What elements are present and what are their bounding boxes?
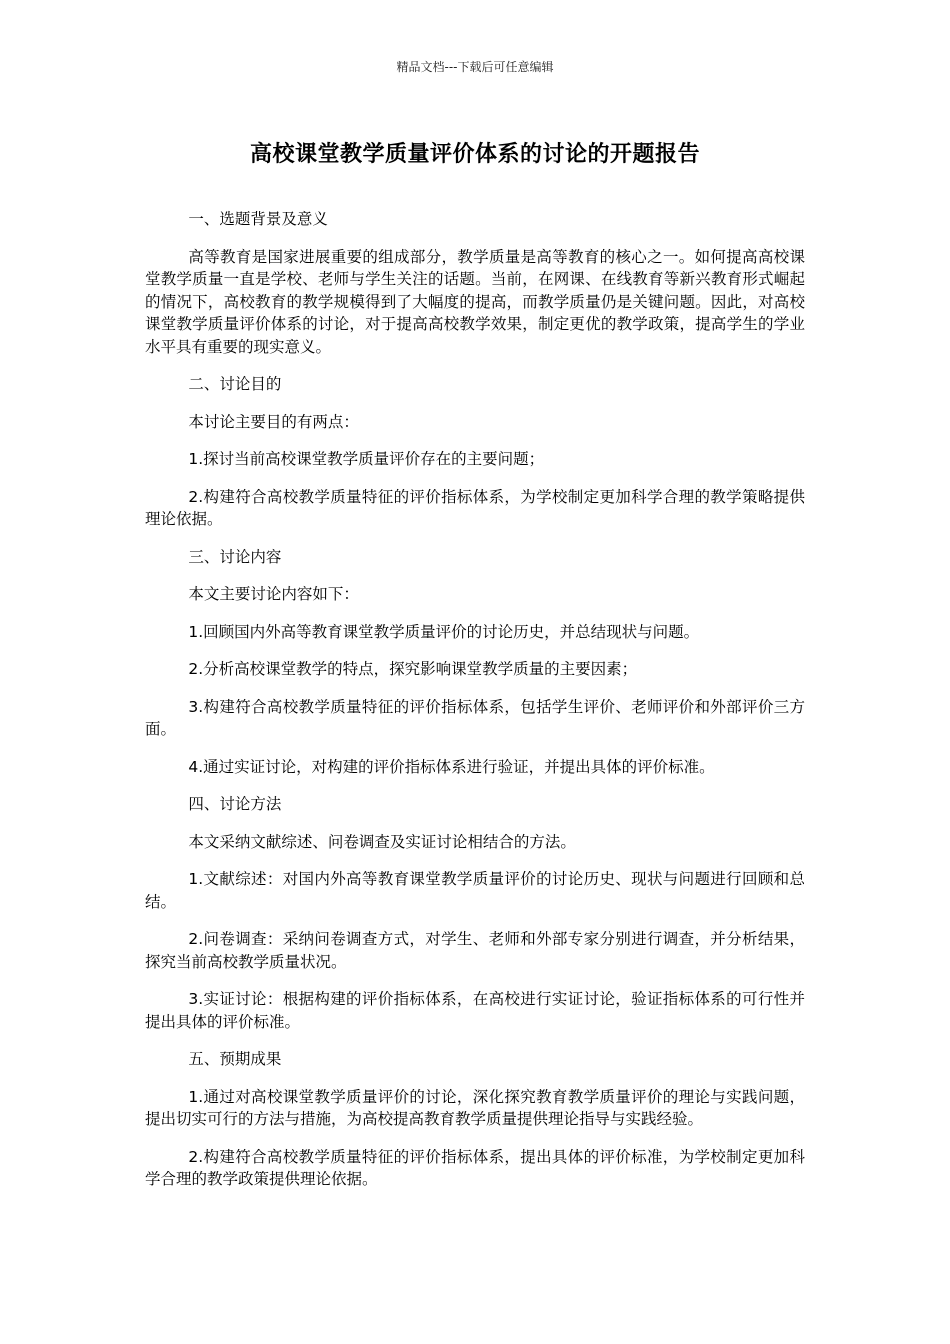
- section-heading-background: 一、选题背景及意义: [188, 210, 328, 228]
- list-item-content-3: 3.构建符合高校教学质量特征的评价指标体系，包括学生评价、老师评价和外部评价三方面。: [145, 697, 805, 738]
- list-item-content-1: 1.回顾国内外高等教育课堂教学质量评价的讨论历史，并总结现状与问题。: [188, 622, 700, 641]
- list-item-method-3: 3.实证讨论：根据构建的评价指标体系，在高校进行实证讨论，验证指标体系的可行性并提出具体的评价标准。: [145, 990, 805, 1031]
- paragraph-background: 高等教育是国家进展重要的组成部分，教学质量是高等教育的核心之一。如何提高高校课堂教学质量一直是学校、老师与学生关注的话题。当前，在网课、在线教育等新兴教育形式崛起的情况下，高校教育的教学规模得到了大幅度的提高，而教学质量仍是关键问题。因此，对高校课堂教学质量评价体系的讨论，对于提高高校教学效果，制定更优的教学政策，提高学生的学业水平具有重要的现实意义。: [145, 247, 805, 356]
- paragraph-method-intro: 本文采纳文献综述、问卷调查及实证讨论相结合的方法。: [188, 832, 576, 851]
- list-item-content-2: 2.分析高校课堂教学的特点，探究影响课堂教学质量的主要因素；: [188, 660, 638, 678]
- document-body: [145, 208, 805, 1206]
- section-heading-content: 三、讨论内容: [188, 547, 282, 566]
- paragraph-content-intro: 本文主要讨论内容如下：: [188, 585, 359, 603]
- list-item-purpose-1: 1.探讨当前高校课堂教学质量评价存在的主要问题；: [188, 450, 545, 468]
- section-heading-method: 四、讨论方法: [188, 795, 282, 813]
- list-item-method-2: 2.问卷调查：采纳问卷调查方式，对学生、老师和外部专家分别进行调查，并分析结果，探究当前高校教学质量状况。: [145, 930, 805, 971]
- list-item-purpose-2: 2.构建符合高校教学质量特征的评价指标体系，为学校制定更加科学合理的教学策略提供理论依据。: [145, 487, 805, 528]
- page-header: 精品文档---下载后可任意编辑: [396, 60, 554, 74]
- section-heading-purpose: 二、讨论目的: [188, 375, 282, 393]
- document-title: 高校课堂教学质量评价体系的讨论的开题报告: [249, 142, 700, 167]
- section-heading-outcomes: 五、预期成果: [188, 1050, 282, 1068]
- list-item-outcome-1: 1.通过对高校课堂教学质量评价的讨论，深化探究教育教学质量评价的理论与实践问题，提出切实可行的方法与措施，为高校提高教育教学质量提供理论指导与实践经验。: [145, 1087, 805, 1128]
- list-item-content-4: 4.通过实证讨论，对构建的评价指标体系进行验证，并提出具体的评价标准。: [188, 757, 715, 776]
- list-item-outcome-2: 2.构建符合高校教学质量特征的评价指标体系，提出具体的评价标准，为学校制定更加科学合理的教学政策提供理论依据。: [145, 1147, 805, 1188]
- paragraph-purpose-intro: 本讨论主要目的有两点：: [188, 412, 359, 431]
- list-item-method-1: 1.文献综述：对国内外高等教育课堂教学质量评价的讨论历史、现状与问题进行回顾和总结。: [145, 870, 805, 911]
